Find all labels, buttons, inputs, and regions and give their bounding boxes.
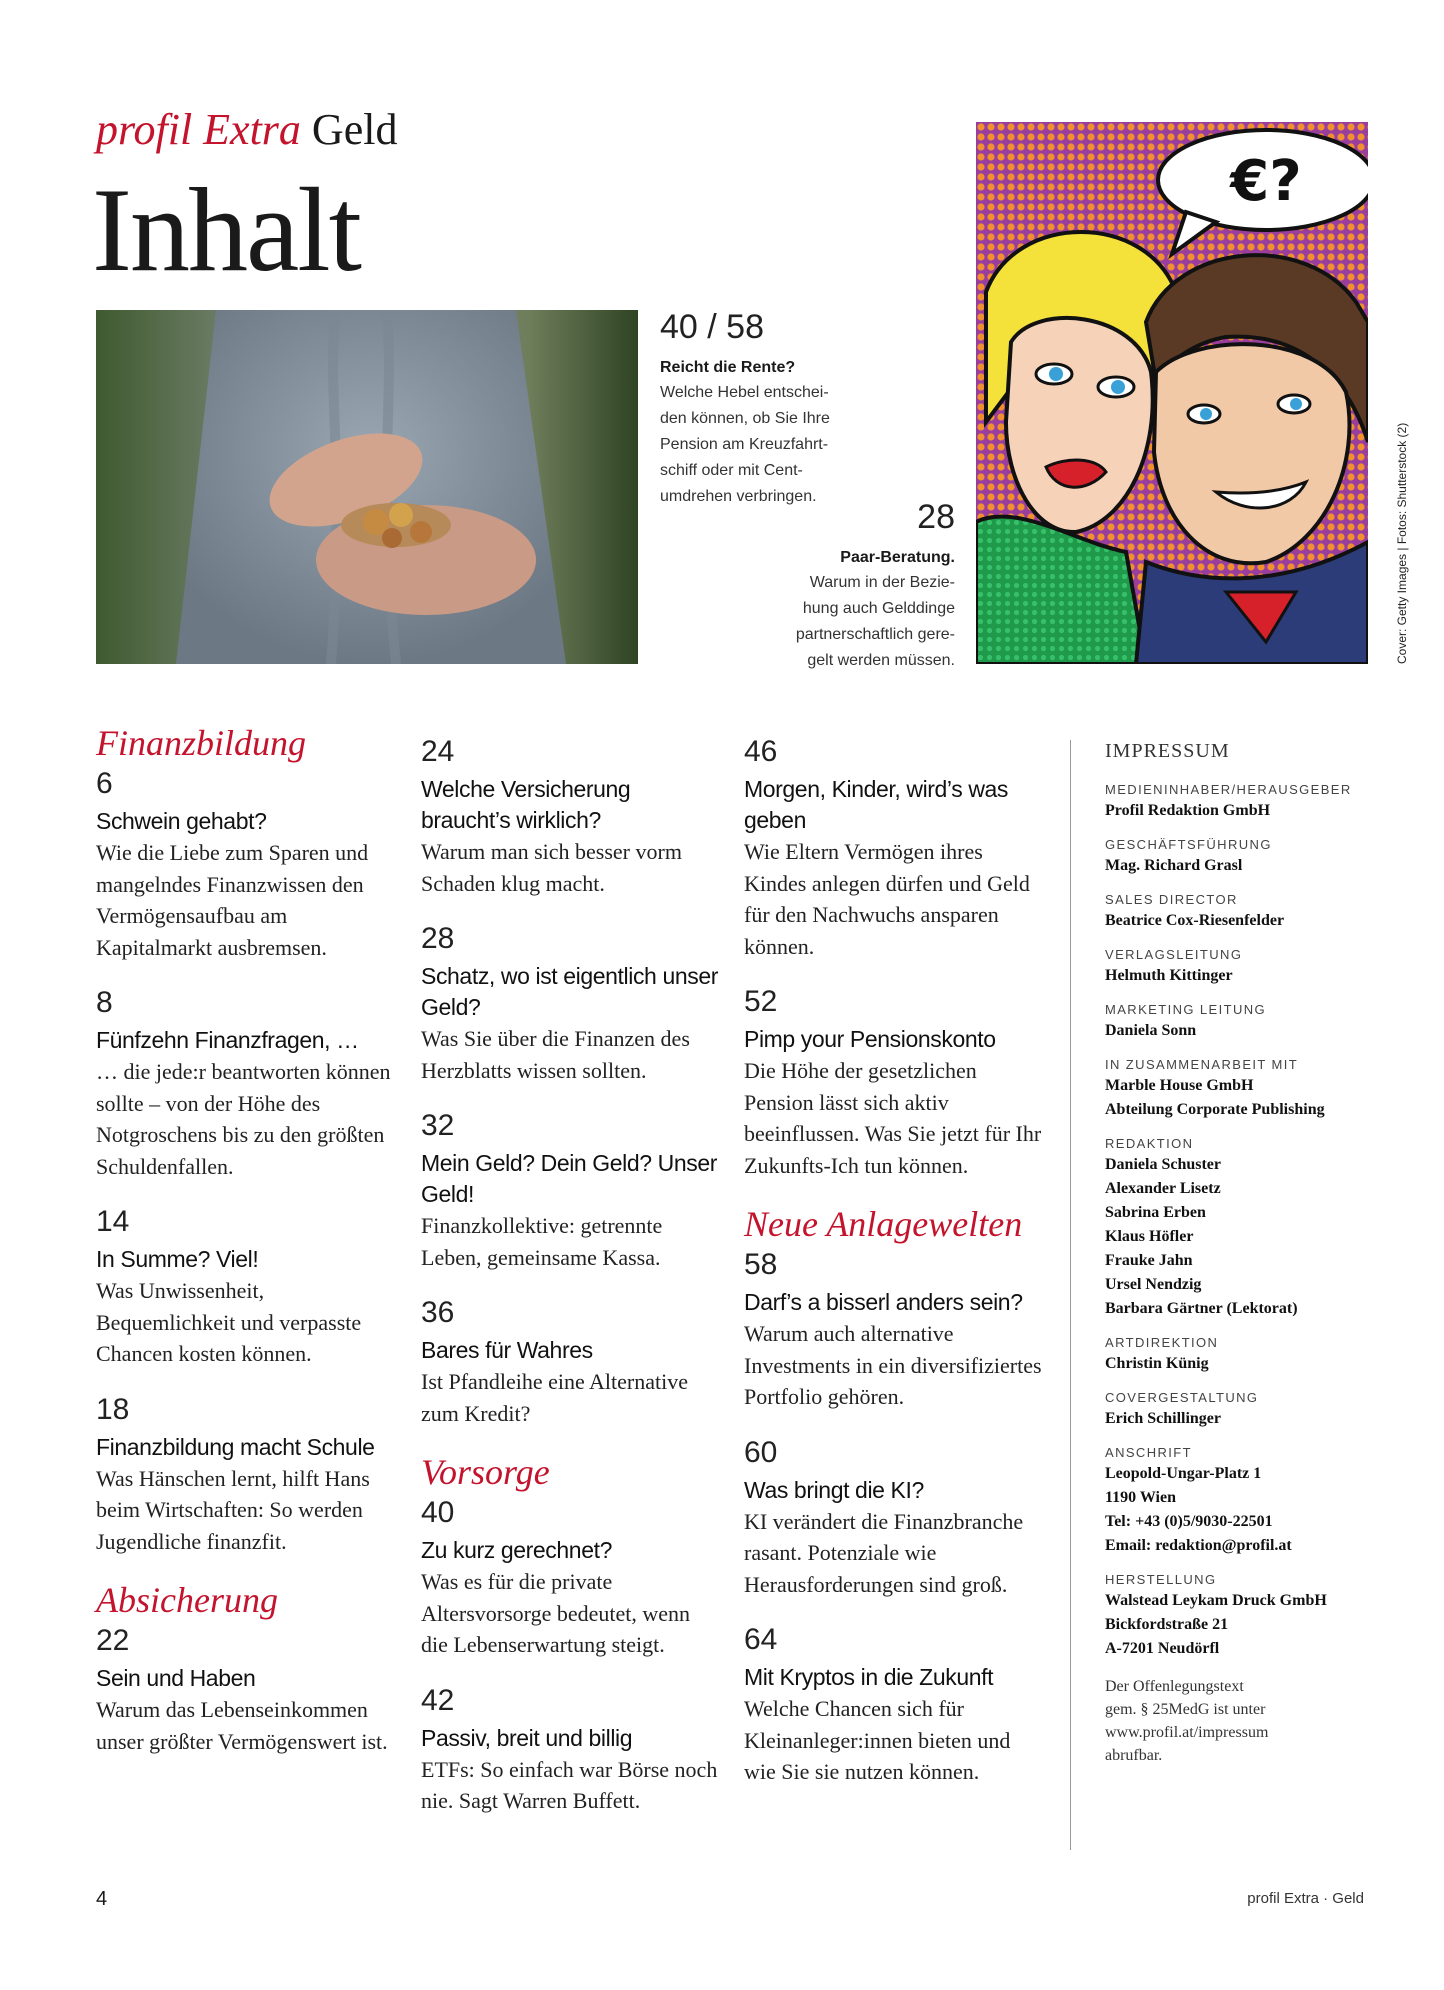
- impressum-value: Mag. Richard Grasl: [1105, 857, 1243, 874]
- masthead-section: Geld: [311, 105, 398, 154]
- impressum-block: [1105, 1389, 1370, 1431]
- toc-page-number: 18: [96, 1392, 130, 1426]
- toc-list: [421, 734, 721, 1429]
- feature-line: schiff oder mit Cent-: [660, 462, 803, 479]
- toc-column-2: [421, 734, 721, 1839]
- brand-name: profil Extra: [96, 105, 301, 154]
- toc-page-number: 28: [421, 922, 455, 955]
- toc-entry[interactable]: [744, 984, 1044, 1181]
- impressum-value: Bickfordstraße 21: [1105, 1616, 1229, 1633]
- feature-line: den können, ob Sie Ihre: [660, 410, 830, 427]
- toc-entry[interactable]: [421, 1683, 721, 1817]
- speech-bubble-text: €?: [1230, 149, 1302, 214]
- feature-page-number: 40 / 58: [660, 308, 764, 346]
- toc-list: [96, 1623, 396, 1757]
- toc-page-number: 52: [744, 985, 778, 1018]
- impressum-note: [1105, 1675, 1370, 1767]
- impressum-block: [1105, 1135, 1370, 1321]
- impressum-label: HERSTELLUNG: [1105, 1572, 1217, 1587]
- impressum-value: Leopold-Ungar-Platz 1: [1105, 1465, 1262, 1482]
- toc-headline: Finanzbildung macht Schule: [96, 1433, 375, 1460]
- impressum-value: Daniela Sonn: [1105, 1022, 1197, 1039]
- impressum-block: [1105, 1001, 1370, 1043]
- toc-entry[interactable]: [96, 766, 396, 963]
- impressum-block: [1105, 1444, 1370, 1558]
- impressum-label: VERLAGSLEITUNG: [1105, 947, 1243, 962]
- toc-list: [744, 734, 1044, 1181]
- comic-illustration: [976, 122, 1368, 664]
- impressum-label: IN ZUSAMMENARBEIT MIT: [1105, 1057, 1299, 1072]
- impressum-value: Barbara Gärtner (Lektorat): [1105, 1300, 1298, 1317]
- feature-headline: Paar-Beratung.: [840, 549, 955, 566]
- impressum-label: MEDIENINHABER/HERAUSGEBER: [1105, 782, 1352, 797]
- toc-headline: Mit Kryptos in die Zukunft: [744, 1664, 994, 1690]
- toc-list: [96, 766, 396, 1557]
- toc-entry[interactable]: [421, 1108, 721, 1273]
- impressum: [1070, 740, 1370, 1850]
- impressum-label: MARKETING LEITUNG: [1105, 1002, 1267, 1017]
- toc-description: ETFs: So einfach war Börse noch nie. Sagt Warren Buffett.: [421, 1756, 718, 1813]
- impressum-block: [1105, 1571, 1370, 1661]
- toc-description: Wie Eltern Vermögen ihres Kindes anlegen dürfen und Geld für den Nachwuchs ansparen können.: [744, 839, 1030, 959]
- impressum-value: A-7201 Neudörfl: [1105, 1640, 1220, 1657]
- impressum-value: Email: redaktion@profil.at: [1105, 1537, 1292, 1554]
- toc-headline: Zu kurz gerechnet?: [421, 1537, 612, 1563]
- impressum-block: [1105, 1334, 1370, 1376]
- feature-line: hung auch Gelddinge: [802, 600, 955, 617]
- toc-description: Was es für die private Altersvorsorge bedeutet, wenn die Lebenserwartung steigt.: [421, 1569, 691, 1657]
- toc-list: [421, 1495, 721, 1817]
- toc-headline: Was bringt die KI?: [744, 1476, 924, 1503]
- toc-description: Die Höhe der gesetzlichen Pension lässt sich aktiv beeinflussen. Was Sie jetzt für Ihr Zukunfts-Ich tun können.: [744, 1058, 1042, 1178]
- impressum-label: COVERGESTALTUNG: [1105, 1390, 1259, 1405]
- impressum-value: Helmuth Kittinger: [1105, 967, 1233, 984]
- toc-headline: Sein und Haben: [96, 1665, 256, 1691]
- feature-line: Warum in der Bezie-: [809, 574, 955, 591]
- toc-headline: Schatz, wo ist eigentlich unser Geld?: [421, 963, 718, 1020]
- toc-description: Warum man sich besser vorm Schaden klug macht.: [421, 839, 682, 896]
- feature-line: Welche Hebel entschei-: [660, 384, 829, 401]
- impressum-value: Sabrina Erben: [1105, 1204, 1206, 1221]
- toc-headline: Passiv, breit und billig: [421, 1724, 633, 1751]
- impressum-label: ANSCHRIFT: [1105, 1445, 1192, 1460]
- impressum-block: [1105, 836, 1370, 878]
- toc-entry[interactable]: [421, 921, 721, 1086]
- impressum-note-line: www.profil.at/impressum: [1105, 1724, 1269, 1741]
- toc-page-number: 36: [421, 1296, 455, 1329]
- toc-description: Ist Pfandleihe eine Alternative zum Kredit?: [421, 1369, 688, 1426]
- impressum-value: Ursel Nendzig: [1105, 1276, 1202, 1293]
- impressum-value: Tel: +43 (0)5/9030-22501: [1105, 1513, 1273, 1530]
- toc-entry[interactable]: [744, 1622, 1044, 1788]
- impressum-block: [1105, 946, 1370, 988]
- feature-text: [760, 570, 955, 674]
- toc-description: Welche Chancen sich für Kleinanleger:innen bieten und wie Sie sie nutzen können.: [744, 1696, 1011, 1784]
- section-heading-vorsorge: Vorsorge: [421, 1452, 550, 1492]
- toc-entry[interactable]: [421, 1295, 721, 1429]
- toc-description: Warum das Lebenseinkommen unser größter Vermögenswert ist.: [96, 1697, 388, 1754]
- toc-page-number: 14: [96, 1205, 130, 1238]
- impressum-value: Walstead Leykam Druck GmbH: [1105, 1592, 1327, 1609]
- impressum-value: 1190 Wien: [1105, 1489, 1176, 1506]
- feature-line: partnerschaftlich gere-: [795, 626, 955, 643]
- impressum-note-line: Der Offenlegungstext: [1105, 1678, 1244, 1695]
- section-heading-finanzbildung: Finanzbildung: [96, 723, 307, 763]
- feature-line: Pension am Kreuzfahrt-: [660, 436, 829, 453]
- footer-publication: profil Extra · Geld: [1247, 1890, 1364, 1907]
- toc-column-3: [744, 734, 1044, 1810]
- impressum-value: Erich Schillinger: [1105, 1410, 1221, 1427]
- toc-page-number: 40: [421, 1496, 455, 1529]
- toc-page-number: 6: [96, 767, 113, 800]
- impressum-value: Beatrice Cox-Riesenfelder: [1105, 912, 1285, 929]
- toc-headline: Bares für Wahres: [421, 1337, 593, 1363]
- toc-description: … die jede:r beantworten können sollte – von der Höhe des Notgroschens bis zu den größten Schuldenfallen.: [96, 1059, 391, 1179]
- impressum-block: [1105, 781, 1370, 823]
- masthead: [96, 105, 398, 154]
- toc-entry[interactable]: [744, 734, 1044, 962]
- impressum-label: GESCHÄFTSFÜHRUNG: [1105, 837, 1272, 852]
- impressum-value: Christin Künig: [1105, 1355, 1209, 1372]
- toc-headline: In Summe? Viel!: [96, 1246, 259, 1272]
- impressum-value: Marble House GmbH: [1105, 1077, 1254, 1094]
- toc-description: Warum auch alternative Investments in ein diversifiziertes Portfolio gehören.: [744, 1321, 1042, 1409]
- toc-page-number: 46: [744, 735, 778, 768]
- toc-headline: Morgen, Kinder, wird’s was geben: [744, 776, 1009, 833]
- feature-line: gelt werden müssen.: [807, 652, 955, 669]
- impressum-note-line: gem. § 25MedG ist unter: [1105, 1701, 1266, 1718]
- toc-description: Was Sie über die Finanzen des Herzblatts wissen sollten.: [421, 1026, 690, 1083]
- impressum-value: Frauke Jahn: [1105, 1252, 1193, 1269]
- toc-page-number: 22: [96, 1624, 130, 1657]
- toc-page-number: 42: [421, 1683, 455, 1717]
- toc-entry[interactable]: [96, 1623, 396, 1757]
- toc-column-1: [96, 722, 396, 1779]
- toc-page-number: 8: [96, 986, 113, 1019]
- impressum-value: Klaus Höfler: [1105, 1228, 1194, 1245]
- impressum-value: Daniela Schuster: [1105, 1156, 1221, 1173]
- coins-photo-illustration: [96, 310, 638, 664]
- toc-page-number: 58: [744, 1248, 778, 1281]
- photo-credit: Cover: Getty Images | Fotos: Shutterstock (2): [1395, 422, 1409, 664]
- toc-entry[interactable]: [421, 1495, 721, 1661]
- feature-line: umdrehen verbringen.: [660, 488, 817, 505]
- impressum-label: ARTDIREKTION: [1105, 1335, 1219, 1350]
- toc-description: Wie die Liebe zum Sparen und mangelndes Finanzwissen den Vermögensaufbau am Kapitalmarkt ausbremsen.: [96, 840, 369, 960]
- impressum-value: Alexander Lisetz: [1105, 1180, 1221, 1197]
- feature-couple-advice: [760, 500, 955, 674]
- toc-entry[interactable]: [744, 1247, 1044, 1413]
- coins-photo: [96, 310, 638, 664]
- toc-description: Was Hänschen lernt, hilft Hans beim Wirtschaften: So werden Jugendliche finanzfit.: [96, 1465, 370, 1554]
- toc-headline: Welche Versicherung braucht’s wirklich?: [421, 776, 631, 833]
- toc-page-number: 32: [421, 1109, 455, 1142]
- toc-page-number: 24: [421, 735, 455, 768]
- feature-page-number: 28: [917, 498, 955, 536]
- toc-list: [744, 1247, 1044, 1788]
- toc-entry[interactable]: [96, 985, 396, 1182]
- toc-description: Was Unwissenheit, Bequemlichkeit und verpasste Chancen kosten können.: [96, 1278, 362, 1366]
- toc-headline: Mein Geld? Dein Geld? Unser Geld!: [421, 1150, 718, 1207]
- toc-headline: Schwein gehabt?: [96, 808, 267, 834]
- toc-headline: Darf’s a bisserl anders sein?: [744, 1289, 1023, 1315]
- toc-description: Finanzkollektive: getrennte Leben, gemeinsame Kassa.: [421, 1213, 663, 1270]
- toc-page-number: 64: [744, 1623, 778, 1656]
- feature-headline: Reicht die Rente?: [660, 359, 796, 376]
- section-heading-absicherung: Absicherung: [96, 1580, 278, 1620]
- impressum-value: Abteilung Corporate Publishing: [1105, 1101, 1325, 1118]
- toc-entry[interactable]: [421, 734, 721, 899]
- impressum-note-line: abrufbar.: [1105, 1747, 1163, 1764]
- page-number: 4: [96, 1888, 108, 1910]
- impressum-block: [1105, 1056, 1370, 1122]
- impressum-label: REDAKTION: [1105, 1136, 1194, 1151]
- impressum-title: IMPRESSUM: [1105, 740, 1230, 762]
- toc-headline: Pimp your Pensionskonto: [744, 1026, 996, 1052]
- feature-pension: [660, 310, 860, 510]
- page-title: Inhalt: [92, 163, 360, 296]
- impressum-block: [1105, 891, 1370, 933]
- toc-entry[interactable]: [744, 1435, 1044, 1601]
- impressum-label: SALES DIRECTOR: [1105, 892, 1238, 907]
- toc-entry[interactable]: [96, 1392, 396, 1558]
- toc-headline: Fünfzehn Finanzfragen, …: [96, 1027, 359, 1053]
- toc-description: KI verändert die Finanzbranche rasant. Potenziale wie Herausforderungen sind groß.: [744, 1508, 1024, 1597]
- impressum-value: Profil Redaktion GmbH: [1105, 802, 1271, 819]
- pop-art-couple: [976, 122, 1368, 664]
- impressum-blocks: [1105, 781, 1370, 1661]
- toc-entry[interactable]: [96, 1204, 396, 1370]
- toc-page-number: 60: [744, 1435, 778, 1469]
- feature-text: [660, 380, 860, 510]
- section-heading-neue-anlagewelten: Neue Anlagewelten: [744, 1204, 1023, 1244]
